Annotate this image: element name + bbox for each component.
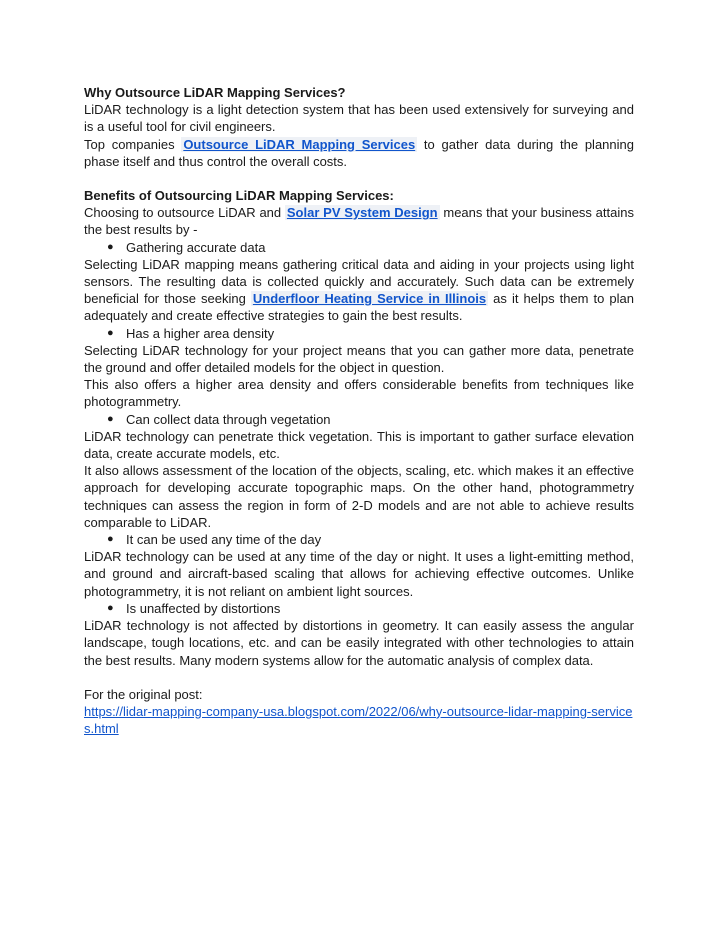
benefit-paragraph: Selecting LiDAR technology for your project means that you can gather more data, penetrate the ground and offer detailed models for the object in question. — [84, 342, 634, 376]
bullet-text: It can be used any time of the day — [126, 532, 322, 548]
intro-paragraph-2 — [84, 136, 634, 170]
benefits-heading: Benefits of Outsourcing LiDAR Mapping Services: — [84, 188, 394, 204]
bullet-dot-icon: ● — [107, 240, 114, 253]
benefits-lead-after: means that your business attains the best results by - — [84, 205, 634, 238]
document-title: Why Outsource LiDAR Mapping Services? — [84, 85, 346, 100]
bullet-text: Has a higher area density — [126, 325, 275, 341]
benefits-lead — [84, 204, 634, 238]
bullet-item — [84, 600, 634, 617]
bullet-item — [84, 325, 634, 342]
bullet-dot-icon: ● — [107, 412, 114, 425]
bullet-dot-icon: ● — [107, 326, 114, 339]
outsource-lidar-link[interactable]: Outsource LiDAR Mapping Services — [183, 136, 416, 152]
bullet-text: Gathering accurate data — [126, 239, 266, 255]
bullet-text: Is unaffected by distortions — [126, 600, 281, 616]
bullet-text: Can collect data through vegetation — [126, 411, 331, 427]
benefit-paragraph: LiDAR technology can penetrate thick vegetation. This is important to gather surface elevation data, create accurate models, etc. — [84, 428, 634, 462]
benefits-lead-before: Choosing to outsource LiDAR and — [84, 205, 285, 221]
footer-link-line — [84, 703, 634, 737]
benefit-text-before: Selecting LiDAR mapping means gathering critical data and aiding in your projects using light sensors. The resulting data is collected quickly and accurately. Such data can be extremely beneficial for those seeking — [84, 256, 634, 307]
benefit-paragraph: LiDAR technology can be used at any time of the day or night. It uses a light-emitting method, and ground and aircraft-based scaling that allows for achieving effective outcomes. Unlike photogrammetry, it is not reliant on ambient light sources. — [84, 549, 634, 599]
benefit-paragraph: This also offers a higher area density and offers considerable benefits from techniques like photogrammetry. — [84, 377, 634, 410]
footer-label: For the original post: — [84, 686, 203, 702]
bullet-item — [84, 531, 634, 548]
original-post-link[interactable]: https://lidar-mapping-company-usa.blogspot.com/2022/06/why-outsource-lidar-mapping-services.html — [84, 703, 633, 737]
benefit-text-after: as it helps them to plan adequately and create effective strategies to gain the best results. — [84, 291, 635, 324]
benefit-paragraph: LiDAR technology is not affected by distortions in geometry. It can easily assess the angular landscape, tough locations, etc. and can be easily integrated with other technologies to attain the best results. Many modern systems allow for the automatic analysis of complex data. — [84, 618, 634, 668]
bullet-dot-icon: ● — [107, 601, 114, 614]
intro-text-after: to gather data during the planning phase itself and thus control the overall costs. — [84, 136, 634, 169]
bullet-dot-icon: ● — [107, 533, 114, 546]
bullet-item — [84, 239, 634, 256]
intro-paragraph-1: LiDAR technology is a light detection system that has been used extensively for surveying and is a useful tool for civil engineers. — [84, 102, 634, 135]
benefit-paragraph: It also allows assessment of the location of the objects, scaling, etc. which makes it an effective approach for developing accurate topographic maps. On the other hand, photogrammetry techniques can assess the region in form of 2-D models and are not able to achieve results comparable to LiDAR. — [84, 463, 634, 530]
bullet-item — [84, 411, 634, 428]
intro-text-before: Top companies — [84, 136, 182, 152]
solar-pv-link[interactable]: Solar PV System Design — [286, 205, 438, 221]
underfloor-heating-link[interactable]: Underfloor Heating Service in Illinois — [252, 291, 487, 307]
document-body — [84, 84, 634, 737]
benefit-paragraph — [84, 256, 634, 325]
